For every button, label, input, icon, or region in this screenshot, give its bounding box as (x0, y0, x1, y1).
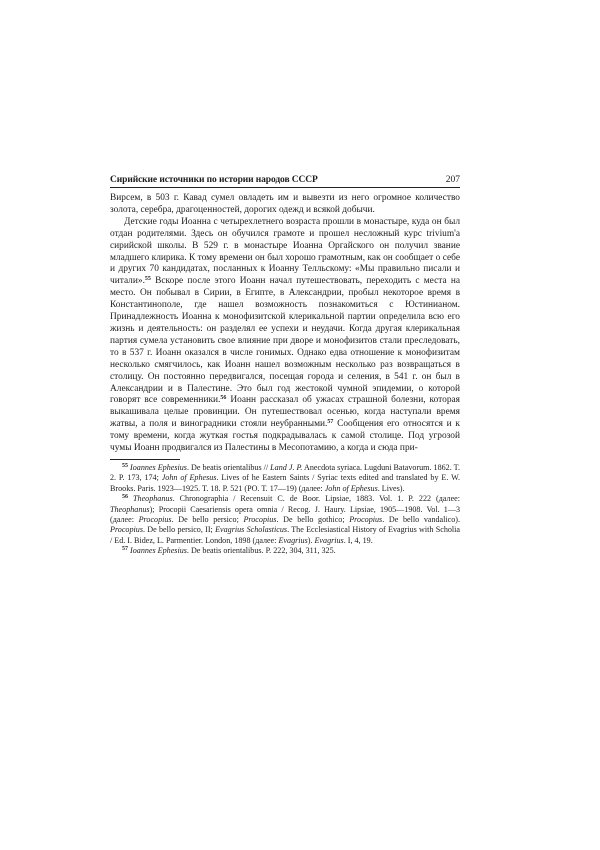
footnote-marker: 55 (122, 462, 128, 469)
footnote-marker: 56 (220, 395, 227, 402)
text-run: . De beatis orientalibus // (186, 462, 271, 472)
text-run: Сообщения его относятся и к тому времени, когда жуткая гостья подкрадывалась к самой столице. Под угрозой чумы Иоанн продвигался из Палестины в Месопотамию, а когда и сюда при- (110, 419, 460, 454)
running-head (110, 175, 460, 188)
text-run: ). (307, 535, 315, 545)
text-run: . The Ecclesiastical History of Evagrius with Scholia / Ed. I. Bidez, L. Parmentier. London, 1898 (далее: (110, 525, 460, 545)
author-name: Procopius (110, 525, 143, 535)
author-name: Evagrius (314, 535, 344, 545)
text-run: . De bello persico; (171, 514, 244, 524)
footnote (110, 494, 460, 546)
author-name: Evagrius (278, 535, 308, 545)
paragraph (110, 193, 460, 217)
author-name: Ioannes Ephesius (130, 546, 187, 556)
author-name: John of Ephesus (161, 473, 217, 483)
text-run: . I, 4, 19. (343, 535, 373, 545)
text-run: . Lives of he Eastern Saints / Syriac texts edited and translated by E. W. Brooks. Paris. 1923—1925. T. 18. P. 521 (PO. T. 17—19) (далее: (110, 473, 460, 493)
footnote-marker: 55 (144, 276, 151, 283)
text-run: ); Procopii Caesariensis opera omnia / Recog. J. Haury. Lipsiae, 1905—1908. Vol. 1—3 (далее: (110, 504, 460, 524)
page-number: 207 (445, 175, 460, 185)
author-name: Ioannes Ephesius (130, 462, 187, 472)
author-name: Theophanus (110, 504, 150, 514)
footnote-marker: 56 (122, 494, 128, 501)
text-run: Anecdota syriaca. Lugduni Batavorum. 1862. T. 2. P. 173, 174; (110, 462, 461, 483)
text-run: Вскоре после этого Иоанн начал путешествовать, переходить с места на место. Он побывал в Сирии, в Египте, в Александрии, пробыл некоторое время в Константинополе, где нашел возможность познакомиться с Юстинианом. Принадлежность Иоанна к монофизитской клерикальной партии определила всю его жизнь и деятельность: он разделял ее успехи и неудачи. Когда другая клерикальная партия сумела установить свое влияние при дворе и монофизитов стали преследовать, то в 537 г. Иоанн оказался в числе гонимых. Однако едва отношение к монофизитам несколько смягчилось, как Иоанн нашел возможным несколько раз возвращаться в столицу. Он постоянно передвигался, посещая города и селения, в 541 г. он был в Александрии и в Палестине. Это был год жестокой чумной эпидемии, о которой говорят все современники. (110, 276, 460, 406)
text-run: Иоанн рассказал об ужасах страшной болезни, которая выкашивала целые провинции. Он путешествовал осенью, когда наступали время жатвы, а поля и виноградники стояли неубранными. (110, 395, 460, 430)
footnote (110, 463, 460, 494)
footnote-divider (110, 459, 180, 460)
footnote-marker: 57 (122, 546, 128, 553)
book-page (110, 175, 460, 557)
author-name: Theophanus (133, 494, 173, 504)
author-name: Procopius (349, 514, 383, 524)
author-name: Procopius (243, 514, 277, 524)
body-text (110, 193, 460, 455)
text-run: Вирсем, в 503 г. Кавад сумел овладеть им и вывезти из него огромное количество золота, серебра, драгоценностей, дорогих одежд и всякой добычи. (110, 193, 460, 215)
footnotes (110, 463, 460, 557)
author-name: Procopius (138, 514, 172, 524)
paragraph (110, 217, 460, 455)
running-head-title: Сирийские источники по истории народов СССР (110, 175, 318, 185)
footnote (110, 546, 460, 556)
text-run: . De bello vandalico). (382, 514, 460, 524)
text-run: . Lives). (377, 483, 405, 493)
author-name: John of Ephesus (324, 483, 378, 493)
author-name: Evagrius Scholasticus (215, 525, 288, 535)
text-run: . De bello gothico; (276, 514, 350, 524)
text-run: Детские годы Иоанна с четырехлетнего возраста прошли в монастыре, куда он был отдан родителями. Здесь он обучился грамоте и прошел несложный курс trivium'a сирийской школы. В 529 г. в монастыре Иоанна Оргайского он получил звание младшего клирика. К тому времени он был хорошо грамотным, как он сообщает о себе и других 70 кандидатах, посланных к Иоанну Телльскому: «Мы правильно писали и читали». (110, 216, 460, 287)
text-run: . Chronographia / Recensuit C. de Boor. Lipsiae, 1883. Vol. 1. P. 222 (далее: (172, 494, 461, 504)
footnote-marker: 57 (327, 419, 334, 426)
text-run: . De bello persico, II; (142, 525, 216, 535)
author-name: Land J. P. (270, 462, 303, 472)
text-run: . De beatis orientalibus. P. 222, 304, 311, 325. (186, 546, 336, 556)
